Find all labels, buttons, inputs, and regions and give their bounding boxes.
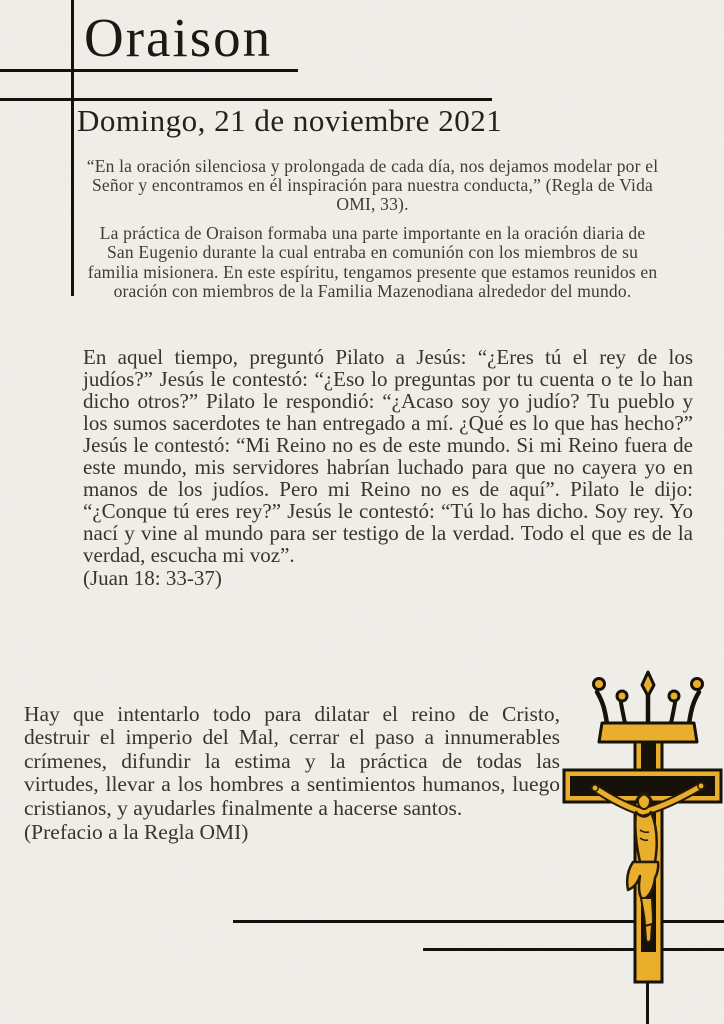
date-heading: Domingo, 21 de noviembre 2021 [77, 103, 503, 138]
header-divider-rule [0, 98, 492, 101]
preface-reference: (Prefacio a la Regla OMI) [24, 820, 249, 845]
crowned-crucifix-icon [555, 660, 724, 1024]
rule-of-life-quote: “En la oración silenciosa y prolongada de cada día, nos dejamos modelar por el Señor y encontramos en él inspiración para nuestra conducta,” (Regla de Vida OMI, 33). [86, 156, 659, 214]
page-title: Oraison [84, 7, 273, 68]
gospel-reference: (Juan 18: 33-37) [83, 566, 222, 590]
gospel-passage [83, 346, 693, 589]
gospel-text: En aquel tiempo, preguntó Pilato a Jesús: “¿Eres tú el rey de los judíos?” Jesús le contestó: “¿Eso lo preguntas por tu cuenta o te lo han dicho otros?” Pilato le respondió: “¿Acaso soy yo judío? Tu pueblo y los sumos sacerdotes te han entregado a mí. ¿Qué es lo que has hecho?” Jesús le contestó: “Mi Reino no es de este mundo. Si mi Reino fuera de este mundo, mis servidores habrían luchado para que no cayera yo en manos de los judíos. Pero mi Reino no es de aquí”. Pilato le dijo: “¿Conque tú eres rey?” Jesús le contestó: “Tú lo has dicho. Soy rey. Yo nací y vine al mundo para ser testigo de la verdad. Todo el que es de la verdad, escucha mi voz”. [83, 345, 693, 567]
vertical-rule-top [71, 0, 74, 296]
corpus-figure [592, 783, 704, 942]
preface-text: Hay que intentarlo todo para dilatar el reino de Cristo, destruir el imperio del Mal, cerrar el paso a innumerables crímenes, difundir la estima y la práctica de todas las virtudes, llevar a los hombres a sentimientos humanos, luego cristianos, y ayudarles finalmente a hacerse santos. [24, 702, 560, 820]
title-underline-rule [0, 69, 298, 72]
crown-icon [594, 672, 703, 742]
preface-quote [24, 703, 560, 844]
intro-paragraph: La práctica de Oraison formaba una parte importante en la oración diaria de San Eugenio durante la cual entraba en comunión con los miembros de su familia misionera. En este espíritu, tengamos presente que estamos reunidos en oración con miembros de la Familia Mazenodiana alrededor del mundo. [87, 223, 658, 301]
